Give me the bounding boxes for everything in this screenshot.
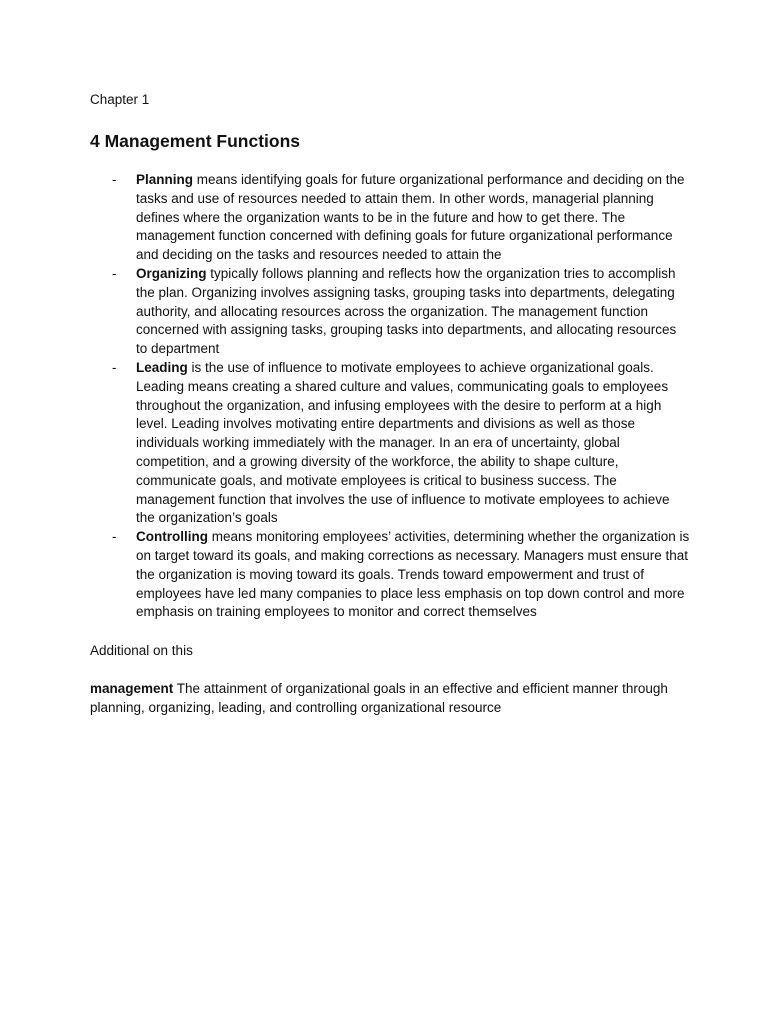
document-page [90,90,690,718]
bullet-dash: - [112,529,117,545]
description-controlling: means monitoring employees’ activities, determining whether the organization is on target toward its goals, and making corrections as necessary. Managers must ensure that the organization is moving toward its goals. Trends toward empowerment and trust of employees have led many companies to place less emphasis on top down control and more emphasis on training employees to monitor and correct themselves [136,529,690,620]
additional-note: Additional on this [90,643,193,659]
term-planning: Planning [136,172,193,187]
term-leading: Leading [136,359,188,375]
description-leading: is the use of influence to motivate employees to achieve organizational goals. Leading means creating a shared culture and values, communicating goals to employees throughout the organization, and infusing employees with the desire to perform at a high level. Leading involves motivating entire departments and divisions as well as those individuals working immediately with the manager. In an era of uncertainty, global competition, and a growing diversity of the workforce, the ability to shape culture, communicate goals, and motivate employees is critical to business success. The management function that involves the use of influence to motivate employees to achieve the organization’s goals [136,359,670,526]
bullet-dash: - [112,265,117,281]
list-item-planning [90,171,690,265]
bullet-dash: - [112,359,117,375]
list-item-controlling [90,528,690,622]
chapter-label: Chapter 1 [90,92,150,107]
management-definition [90,680,690,718]
list-item-organizing [90,265,690,359]
list-item-leading [90,359,690,528]
description-organizing: typically follows planning and reflects how the organization tries to accomplish the plan. Organizing involves assigning tasks, grouping tasks into departments, delegating authority, and allocating resources across the organization. The management function concerned with assigning tasks, grouping tasks into departments, and allocating resources to department [136,265,677,357]
term-controlling: Controlling [136,529,208,545]
page-title: 4 Management Functions [90,131,301,151]
definition-text: The attainment of organizational goals in an effective and efficient manner through planning, organizing, leading, and controlling organizational resource [90,680,668,715]
description-planning: means identifying goals for future organizational performance and deciding on the tasks and use of resources needed to attain them. In other words, managerial planning defines where the organization wants to be in the future and how to get there. The management function concerned with defining goals for future organizational performance and deciding on the tasks and resources needed to attain the [136,172,685,263]
bullet-dash: - [112,172,117,187]
term-organizing: Organizing [136,265,207,281]
definition-term: management [90,680,174,696]
management-functions-list [90,171,690,622]
